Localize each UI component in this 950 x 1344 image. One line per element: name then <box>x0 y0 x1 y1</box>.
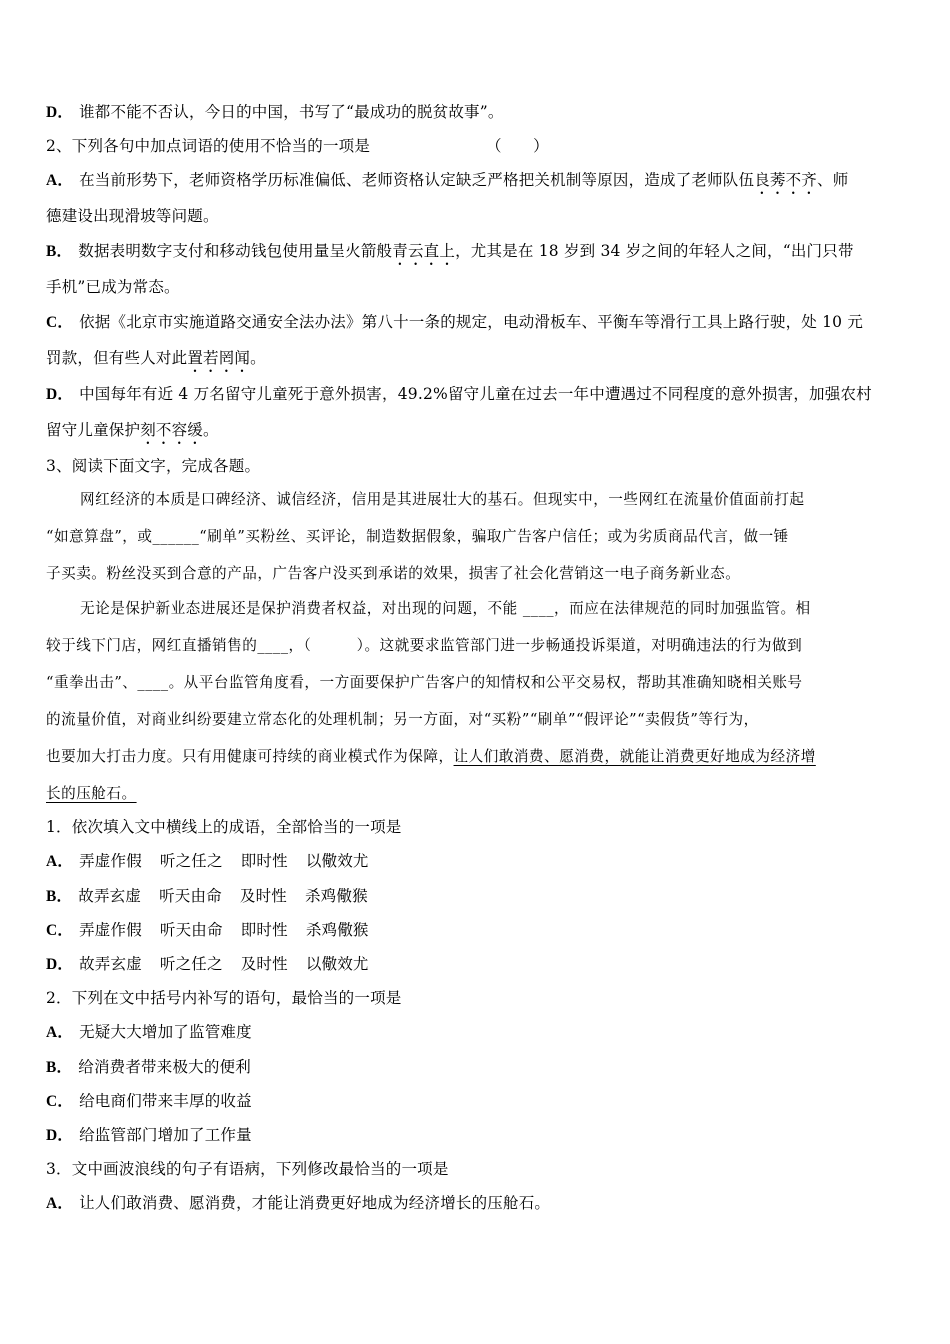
wavy-underlined-sentence: 让人们敢消费、愿消费，就能让消费更好地成为经济增 <box>453 748 816 765</box>
passage-line: 无论是保护新业态进展还是保护消费者权益，对出现的问题，不能 ____，而应在法律规范的同时加强监管。相 <box>80 600 811 617</box>
passage-line: 也要加大打击力度。只有用健康可持续的商业模式作为保障，让人们敢消费、愿消费，就能让消费更好地成为经济增 <box>46 748 816 765</box>
sub1-stem: 1．依次填入文中横线上的成语，全部恰当的一项是 <box>46 818 402 836</box>
sub1-option-a: A． 弄虚作假 听之任之 即时性 以儆效尤 <box>46 852 369 870</box>
dotted-word: 置若罔闻 <box>187 349 251 367</box>
q2-option-c-cont: 罚款，但有些人对此置若罔闻。 <box>46 349 266 367</box>
q2-option-b-cont: 手机”已成为常态。 <box>46 278 180 296</box>
q2-option-a-cont: 德建设出现滑坡等问题。 <box>46 207 219 225</box>
passage-line: 网红经济的本质是口碑经济、诚信经济，信用是其进展壮大的基石。但现实中，一些网红在流量价值面前打起 <box>80 491 805 508</box>
sub3-option-a: A． 让人们敢消费、愿消费，才能让消费更好地成为经济增长的压舱石。 <box>46 1194 551 1212</box>
sub1-option-d: D． 故弄玄虚 听之任之 及时性 以儆效尤 <box>46 955 369 973</box>
sub2-option-a: A． 无疑大大增加了监管难度 <box>46 1023 252 1041</box>
answer-paren: （ ） <box>486 137 549 155</box>
sub1-option-b: B． 故弄玄虚 听天由命 及时性 杀鸡儆猴 <box>46 887 368 905</box>
q3-stem: 3、阅读下面文字，完成各题。 <box>46 457 261 475</box>
sub2-option-d: D． 给监管部门增加了工作量 <box>46 1126 252 1144</box>
q2-option-b: B． 数据表明数字支付和移动钱包使用量呈火箭般青云直上，尤其是在 18 岁到 34 岁之间的年轻人之间，“出门只带 <box>46 242 854 260</box>
q2-option-d: D． 中国每年有近 4 万名留守儿童死于意外损害，49.2%留守儿童在过去一年中遭遇过不同程度的意外损害，加强农村 <box>46 385 872 403</box>
sub3-stem: 3．文中画波浪线的句子有语病，下列修改最恰当的一项是 <box>46 1160 449 1178</box>
sub1-option-c: C． 弄虚作假 听天由命 即时性 杀鸡儆猴 <box>46 921 369 939</box>
sub2-option-c: C． 给电商们带来丰厚的收益 <box>46 1092 252 1110</box>
passage-line: 的流量价值，对商业纠纷要建立常态化的处理机制；另一方面，对“买粉”“刷单”“假评论”“卖假货”等行为， <box>46 711 759 728</box>
sub2-option-b: B． 给消费者带来极大的便利 <box>46 1058 251 1076</box>
passage-line <box>46 784 906 804</box>
q2-stem: 2、下列各句中加点词语的使用不恰当的一项是 （ ） <box>46 137 549 155</box>
q2-option-a: A． 在当前形势下，老师资格学历标准偏低、老师资格认定缺乏严格把关机制等原因，造成了老师队伍良莠不齐、师 <box>46 171 849 189</box>
dotted-word: 青云直上 <box>392 242 456 260</box>
dotted-word: 良莠不齐 <box>754 171 818 189</box>
dotted-word: 刻不容缓 <box>140 421 204 439</box>
passage-line: “重拳出击”、____。从平台监管角度看，一方面要保护广告客户的知情权和公平交易权，帮助其准确知晓相关账号 <box>46 674 803 691</box>
q1-option-d: D． 谁都不能不否认，今日的中国，书写了“最成功的脱贫故事”。 <box>46 103 504 121</box>
sub2-stem: 2．下列在文中括号内补写的语句，最恰当的一项是 <box>46 989 402 1007</box>
q2-option-d-cont: 留守儿童保护刻不容缓。 <box>46 421 219 439</box>
passage-line: “如意算盘”，或______“刷单”买粉丝、买评论，制造数据假象，骗取广告客户信任；或为劣质商品代言，做一锤 <box>46 528 789 545</box>
q2-option-c: C． 依据《北京市实施道路交通安全法办法》第八十一条的规定，电动滑板车、平衡车等滑行工具上路行驶，处 10 元 <box>46 313 864 331</box>
passage-line: 子买卖。粉丝没买到合意的产品，广告客户没买到承诺的效果，损害了社会化营销这一电子商务新业态。 <box>46 565 741 582</box>
passage-line: 较于线下门店，网红直播销售的____，（ ）。这就要求监管部门进一步畅通投诉渠道，对明确违法的行为做到 <box>46 637 803 654</box>
wavy-underlined-sentence-end: 长的压舱石。 <box>46 785 137 802</box>
